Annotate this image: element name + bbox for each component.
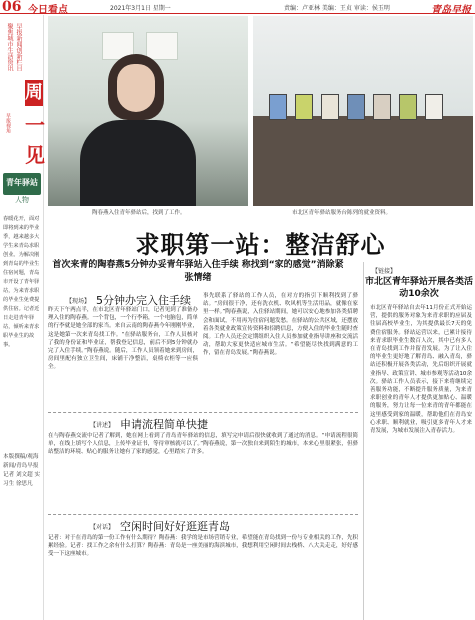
byline: 本版撰稿/观海新闻/青岛早报记者 刘文超 实习生 徐思凡 xyxy=(3,454,41,487)
divider xyxy=(48,412,358,413)
column-masthead xyxy=(1,18,43,188)
photo-caption-right: 市北区青年驿站服务台陈列的就业资料。 xyxy=(292,210,392,216)
section-title: 空闲时间好好逛逛青岛 xyxy=(120,520,231,533)
brochure-icon xyxy=(425,94,443,120)
photo-caption-left: 陶春燕入住青年驿站后，找到了工作。 xyxy=(92,210,186,216)
page-number: 06 xyxy=(2,0,22,15)
brochure-icon xyxy=(269,94,287,120)
brochure-icon xyxy=(399,94,417,120)
person-face xyxy=(117,64,155,112)
section-body-1: 昨天下午两点半，在市北区青年驿站门口，记者见到了准备办理入住的陶春燕。一个背包，一个行李箱，一个电脑包，简单的行李就是她全部的家当。来自云南的陶春燕今年刚刚毕业，这是她第一次来青岛找工作。“在驿站服务台，工作人员核对了我的身份证和毕业证，帮我登记信息，前后不到5分钟就办完了入住手续。”陶春燕说。随后，工作人员领着她来到房间，房间里配有独立卫生间，床铺干净整洁，桌椅衣柜等一应俱全。 xyxy=(48,307,198,371)
section-title: 5分钟办完入住手续 xyxy=(96,294,192,307)
section-tag: 【对话】 xyxy=(90,523,115,531)
section-tag: 【现场】 xyxy=(66,297,91,305)
section-tag: 【讲述】 xyxy=(90,421,115,429)
photo-materials xyxy=(253,16,473,206)
topic-badge-title: 青年驿站 xyxy=(6,178,38,187)
issue-date: 2021年3月1日 星期一 xyxy=(110,5,171,12)
masthead-tagline: 聚焦城市生活资讯 xyxy=(6,23,13,71)
link-body: 市北区青年驿站自去年11月份正式开始运营，提供的服务对象为来青求职的应届及往届高校毕业生，为其提供最长7天的免费住宿服务。驿站运营以来，已累计接待来青求职毕业生数百人次，其中已有多人在青岛找到工作并留青发展。为了让入住的毕业生更好地了解青岛、融入青岛，驿站还积极开展各类活动，先后组织开展就业指导、政策宣讲、城市参观等活动10余次。驿站工作人员表示，接下来将继续完善服务功能，不断提升服务质量，为来青求职创业的青年人才提供更加贴心、温暖的服务，努力让每一位来青的青年都能在这里感受到家的温暖，帮助他们在青岛安心求职、顺利就业，吸引更多青年人才来青发展，为城市发展注入青春活力。 xyxy=(370,305,472,435)
divider xyxy=(48,514,358,515)
article-subheadline: 首次来青的陶春燕5分钟办妥青年驿站入住手续 称找到“家的感觉”消除紧张情绪 xyxy=(52,260,344,283)
page-header xyxy=(0,0,475,14)
masthead-yi: 一见 xyxy=(25,113,45,167)
section-name: 今日看点 xyxy=(28,5,68,16)
link-tag: 【链接】 xyxy=(372,268,397,275)
section-head-3 xyxy=(90,518,230,534)
masthead-zhou: 周 xyxy=(25,80,43,106)
photo-portrait xyxy=(48,16,248,206)
brochure-icon xyxy=(295,94,313,120)
masthead-sub: 早报视角 xyxy=(5,113,11,133)
counter-shelf xyxy=(253,116,473,206)
person-body xyxy=(80,120,196,206)
section-body-3: 记者：对于在青岛的第一份工作有什么期待？陶春燕：我学的是市场营销专业，希望能在青岛找到一份与专业相关的工作，先积累经验。记者：找工作之余有什么打算？陶春燕：青岛是一座美丽的海滨城市，我想利用空闲时间去栈桥、八大关走走，好好感受一下这座城市。 xyxy=(48,535,358,558)
brochure-icon xyxy=(347,94,365,120)
intro-text: 春暖花开，面对即将到来的毕业季，越来越多大学生来青岛求职创业。为解决刚到青岛的毕业生住宿问题，青岛市开设了青年驿站，为来青求职的毕业生免费提供住宿。记者近日走进青年驿站，倾听来青求职毕业生的故事。 xyxy=(3,216,40,348)
sidebar-link-box xyxy=(363,262,473,620)
masthead-tagline-2: 早报新闻创新栏目 xyxy=(15,23,22,71)
wall-logo-icon xyxy=(146,32,178,60)
section-title: 申请流程简单快捷 xyxy=(120,418,209,431)
staff-credits: 责编：卢亚林 美编：王贞 审读：侯玉明 xyxy=(284,5,390,12)
brochure-icon xyxy=(373,94,391,120)
section-head-2 xyxy=(90,416,208,432)
link-title: 市北区青年驿站开展各类活动10余次 xyxy=(364,277,473,299)
article-headline: 求职第一站：整洁舒心 xyxy=(135,231,386,259)
sidebar xyxy=(0,15,44,620)
topic-badge-sub: 人物 xyxy=(15,196,29,204)
article-column-2: 事先联系了驿站的工作人员，在对方的指引下顺利找到了驿站。“房间很干净，还有洗衣机、吹风机等生活用品，就像在家里一样。”陶春燕说，入住驿站期间，她可以安心地参加各类招聘会和面试，不用再为住宿问题发愁。在驿站的公共区域，还摆放着各类就业政策宣传资料和招聘信息，方便入住的毕业生随时查阅。工作人员还会定期组织入住人员参加就业指导讲座和交流活动，帮助大家更快适应城市生活。“希望能尽快找到满意的工作，留在青岛发展。”陶春燕说。 xyxy=(203,293,358,357)
newspaper-logo: 青岛早报 xyxy=(431,5,471,16)
brochure-icon xyxy=(321,94,339,120)
section-body-2: 在与陶春燕交流中记者了解到，她在网上看到了青岛青年驿站的信息，填写完申请后很快就收到了通过的消息。“申请流程很简单，在线上填写个人信息，上传毕业证书，等待审核就可以了。”陶春燕说，第一次独自来到陌生的城市，本来心里很紧张，但驿站整洁的环境、贴心的服务让她有了家的感觉，心里踏实了许多。 xyxy=(48,433,358,456)
